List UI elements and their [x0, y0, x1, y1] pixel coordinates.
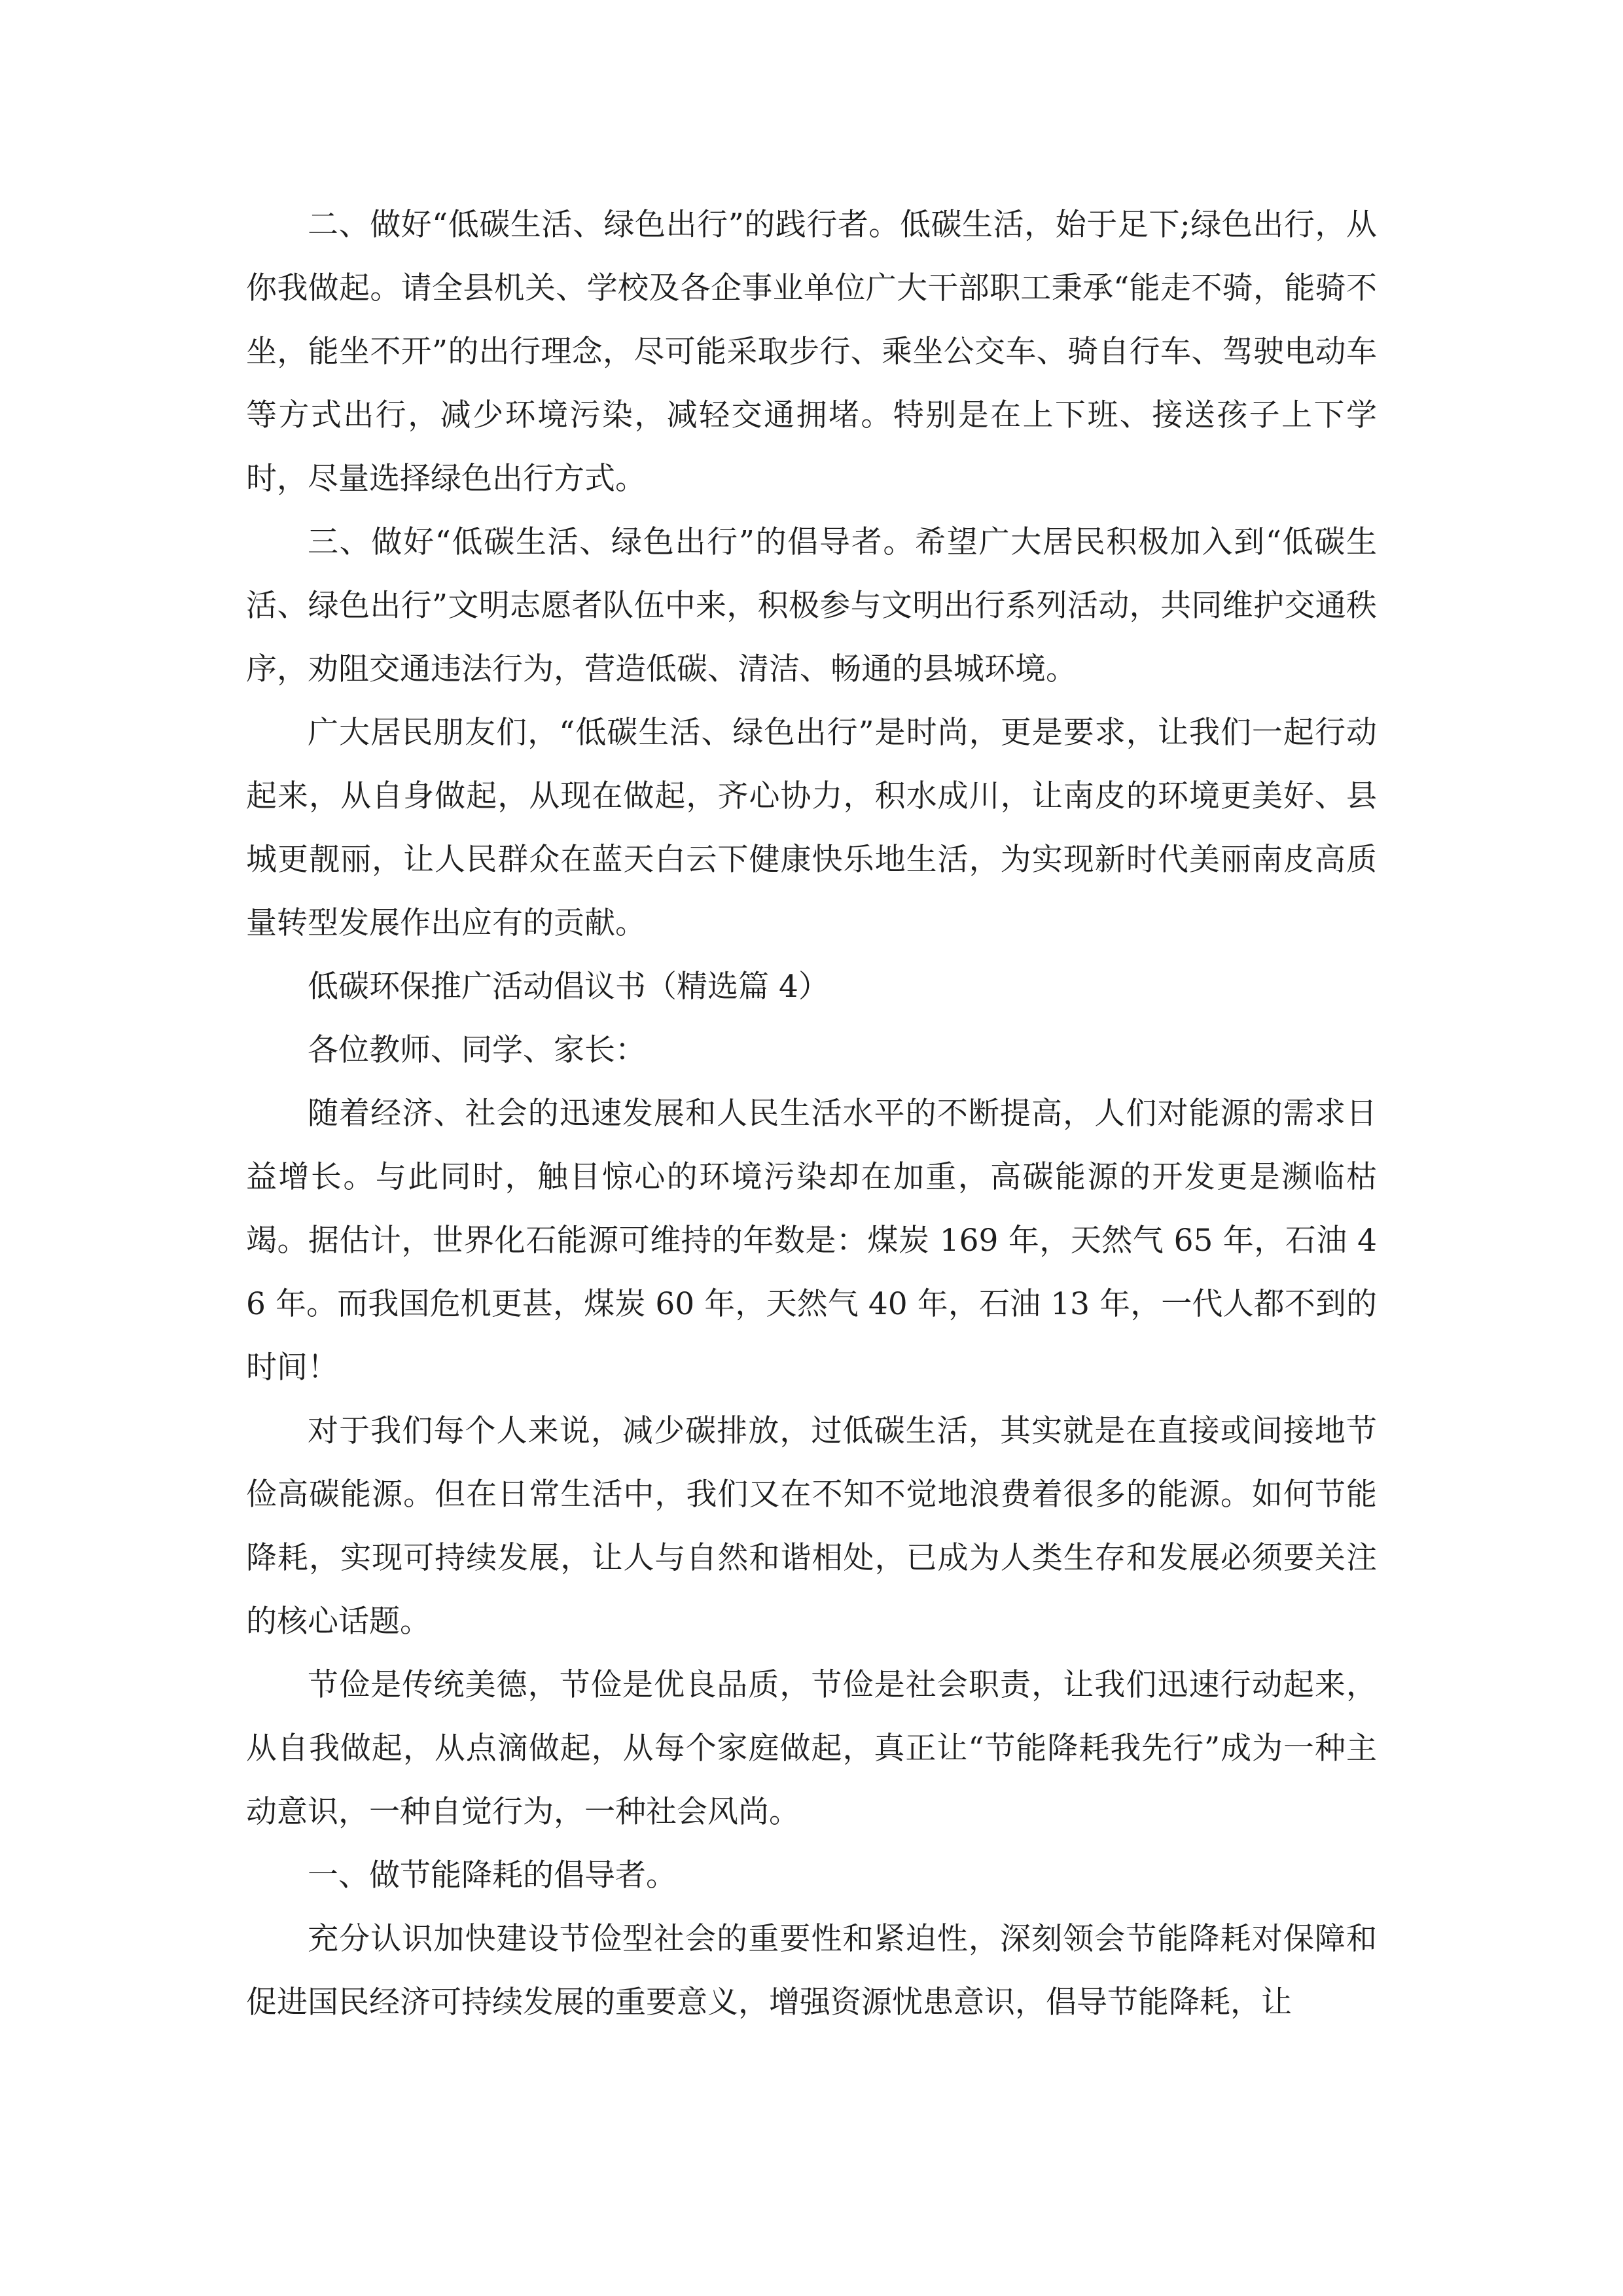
document-page — [246, 193, 1377, 2034]
paragraph-energy-demand: 随着经济、社会的迅速发展和人民生活水平的不断提高，人们对能源的需求日益增长。与此同时，触目惊心的环境污染却在加重，高碳能源的开发更是濒临枯竭。据估计，世界化石能源可维持的年数是：煤炭 169 年，天然气 65 年，石油 46 年。而我国危机更甚，煤炭 60 年，天然气 40 年，石油 13 年，一代人都不到的时间！ — [246, 1096, 1377, 1386]
paragraph-understanding: 充分认识加快建设节俭型社会的重要性和紧迫性，深刻领会节能降耗对保障和促进国民经济可持续发展的重要意义，增强资源忧患意识，倡导节能降耗，让 — [246, 1921, 1377, 2020]
salutation: 各位教师、同学、家长： — [308, 1032, 646, 1068]
paragraph-green-travel-advocate: 三、做好“低碳生活、绿色出行”的倡导者。希望广大居民积极加入到“低碳生活、绿色出行”文明志愿者队伍中来，积极参与文明出行系列活动，共同维护交通秩序，劝阻交通违法行为，营造低碳、清洁、畅通的县城环境。 — [246, 524, 1377, 687]
paragraph-energy-saving-advocate: 一、做节能降耗的倡导者。 — [308, 1857, 677, 1893]
paragraph-thrift: 节俭是传统美德，节俭是优良品质，节俭是社会职责，让我们迅速行动起来，从自我做起，从点滴做起，从每个家庭做起，真正让“节能降耗我先行”成为一种主动意识，一种自觉行为，一种社会风尚。 — [246, 1667, 1377, 1830]
paragraph-green-travel-practitioner: 二、做好“低碳生活、绿色出行”的践行者。低碳生活，始于足下;绿色出行，从你我做起。请全县机关、学校及各企事业单位广大干部职工秉承“能走不骑，能骑不坐，能坐不开”的出行理念，尽可能采取步行、乘坐公交车、骑自行车、驾驶电动车等方式出行，减少环境污染，减轻交通拥堵。特别是在上下班、接送孩子上下学时，尽量选择绿色出行方式。 — [246, 207, 1377, 497]
paragraph-call-to-residents: 广大居民朋友们，“低碳生活、绿色出行”是时尚，更是要求，让我们一起行动起来，从自身做起，从现在做起，齐心协力，积水成川，让南皮的环境更美好、县城更靓丽，让人民群众在蓝天白云下健康快乐地生活，为实现新时代美丽南皮高质量转型发展作出应有的贡献。 — [246, 715, 1377, 941]
paragraph-low-carbon-life: 对于我们每个人来说，减少碳排放，过低碳生活，其实就是在直接或间接地节俭高碳能源。但在日常生活中，我们又在不知不觉地浪费着很多的能源。如何节能降耗，实现可持续发展，让人与自然和谐相处，已成为人类生存和发展必须要关注的核心话题。 — [246, 1413, 1377, 1640]
section-heading: 低碳环保推广活动倡议书（精选篇 4） — [308, 969, 829, 1005]
